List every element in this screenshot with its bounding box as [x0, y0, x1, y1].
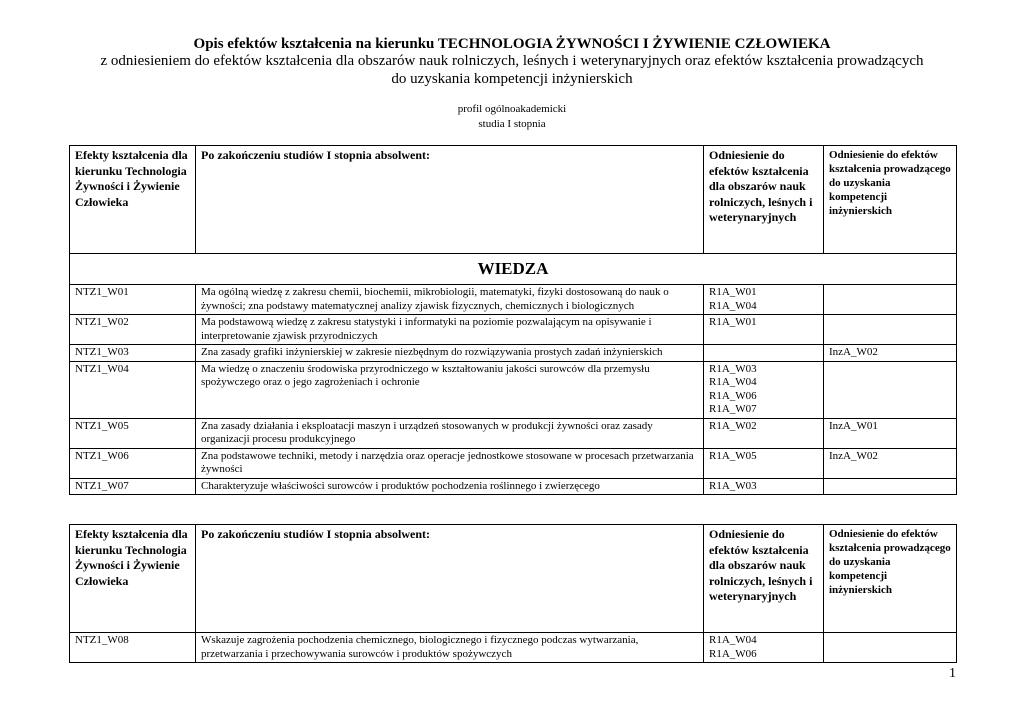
outcome-description: Charakteryzuje właściwości surowców i produktów pochodzenia roślinnego i zwierzęcego	[196, 478, 704, 495]
outcomes-table	[69, 145, 957, 495]
header-col-code: Efekty kształcenia dla kierunku Technologia Żywności i Żywienie Człowieka	[70, 146, 196, 254]
level-label: studia I stopnia	[478, 118, 546, 130]
engineering-reference	[824, 361, 957, 418]
table-row	[70, 345, 957, 362]
area-reference: R1A_W04 R1A_W06	[704, 633, 824, 663]
table-row	[70, 478, 957, 495]
engineering-reference: InzA_W02	[824, 345, 957, 362]
outcome-code: NTZ1_W03	[70, 345, 196, 362]
engineering-reference	[824, 478, 957, 495]
outcome-code: NTZ1_W05	[70, 418, 196, 448]
engineering-reference: InzA_W01	[824, 418, 957, 448]
outcome-description: Zna podstawowe techniki, metody i narzędzia oraz operacje jednostkowe stosowane w procesach przetwarzania żywności	[196, 448, 704, 478]
outcomes-table-continued	[69, 524, 957, 663]
outcome-description: Ma podstawową wiedzę z zakresu statystyki i informatyki na poziomie pozwalającym na opisywanie i interpretowanie zjawisk przyrodniczych	[196, 315, 704, 345]
page-number: 1	[949, 666, 956, 681]
outcome-code: NTZ1_W02	[70, 315, 196, 345]
table-row	[70, 448, 957, 478]
document-subtitle-line1: z odniesieniem do efektów kształcenia dla obszarów nauk rolniczych, leśnych i weterynaryjnych oraz efektów kształcenia prowadzących	[100, 53, 924, 69]
area-reference	[704, 345, 824, 362]
header-col-area-reference: Odniesienie do efektów kształcenia dla obszarów nauk rolniczych, leśnych i weterynaryjnych	[704, 525, 824, 633]
outcome-description: Ma ogólną wiedzę z zakresu chemii, biochemii, mikrobiologii, matematyki, fizyki dostosowaną do nauk o żywności; zna podstawy matematycznej analizy zjawisk fizycznych, chemicznych i biologicznych	[196, 285, 704, 315]
table-row	[70, 633, 957, 663]
header-col-description: Po zakończeniu studiów I stopnia absolwent:	[196, 525, 704, 633]
outcome-code: NTZ1_W06	[70, 448, 196, 478]
area-reference: R1A_W05	[704, 448, 824, 478]
header-col-description: Po zakończeniu studiów I stopnia absolwent:	[196, 146, 704, 254]
header-col-code: Efekty kształcenia dla kierunku Technologia Żywności i Żywienie Człowieka	[70, 525, 196, 633]
engineering-reference	[824, 315, 957, 345]
outcome-description: Ma wiedzę o znaczeniu środowiska przyrodniczego w kształtowaniu jakości surowców dla przemysłu spożywczego oraz o jego zagrożeniach i ochronie	[196, 361, 704, 418]
profile-label: profil ogólnoakademicki	[457, 103, 567, 115]
header-col-engineering-reference: Odniesienie do efektów kształcenia prowadzącego do uzyskania kompetencji inżynierskich	[824, 525, 957, 633]
table-row	[70, 361, 957, 418]
table-header-row	[70, 146, 957, 254]
outcome-code: NTZ1_W01	[70, 285, 196, 315]
section-row	[70, 254, 957, 285]
document-title: Opis efektów kształcenia na kierunku TECHNOLOGIA ŻYWNOŚCI I ŻYWIENIE CZŁOWIEKA	[193, 36, 831, 52]
area-reference: R1A_W01 R1A_W04	[704, 285, 824, 315]
outcome-description: Zna zasady działania i eksploatacji maszyn i urządzeń stosowanych w produkcji żywności oraz zasady organizacji procesu produkcyjnego	[196, 418, 704, 448]
outcome-code: NTZ1_W08	[70, 633, 196, 663]
outcome-code: NTZ1_W04	[70, 361, 196, 418]
table-row	[70, 418, 957, 448]
header-col-engineering-reference: Odniesienie do efektów kształcenia prowadzącego do uzyskania kompetencji inżynierskich	[824, 146, 957, 254]
engineering-reference	[824, 633, 957, 663]
area-reference: R1A_W03	[704, 478, 824, 495]
header-col-area-reference: Odniesienie do efektów kształcenia dla obszarów nauk rolniczych, leśnych i weterynaryjnych	[704, 146, 824, 254]
table-row	[70, 315, 957, 345]
table-row	[70, 285, 957, 315]
outcome-description: Wskazuje zagrożenia pochodzenia chemicznego, biologicznego i fizycznego podczas wytwarzania, przetwarzania i przechowywania surowców i produktów spożywczych	[196, 633, 704, 663]
area-reference: R1A_W02	[704, 418, 824, 448]
outcome-code: NTZ1_W07	[70, 478, 196, 495]
table-header-row	[70, 525, 957, 633]
area-reference: R1A_W01	[704, 315, 824, 345]
engineering-reference	[824, 285, 957, 315]
outcome-description: Zna zasady grafiki inżynierskiej w zakresie niezbędnym do rozwiązywania prostych zadań inżynierskich	[196, 345, 704, 362]
section-heading: WIEDZA	[70, 254, 957, 285]
engineering-reference: InzA_W02	[824, 448, 957, 478]
area-reference: R1A_W03 R1A_W04 R1A_W06 R1A_W07	[704, 361, 824, 418]
document-subtitle-line2: do uzyskania kompetencji inżynierskich	[391, 71, 633, 87]
